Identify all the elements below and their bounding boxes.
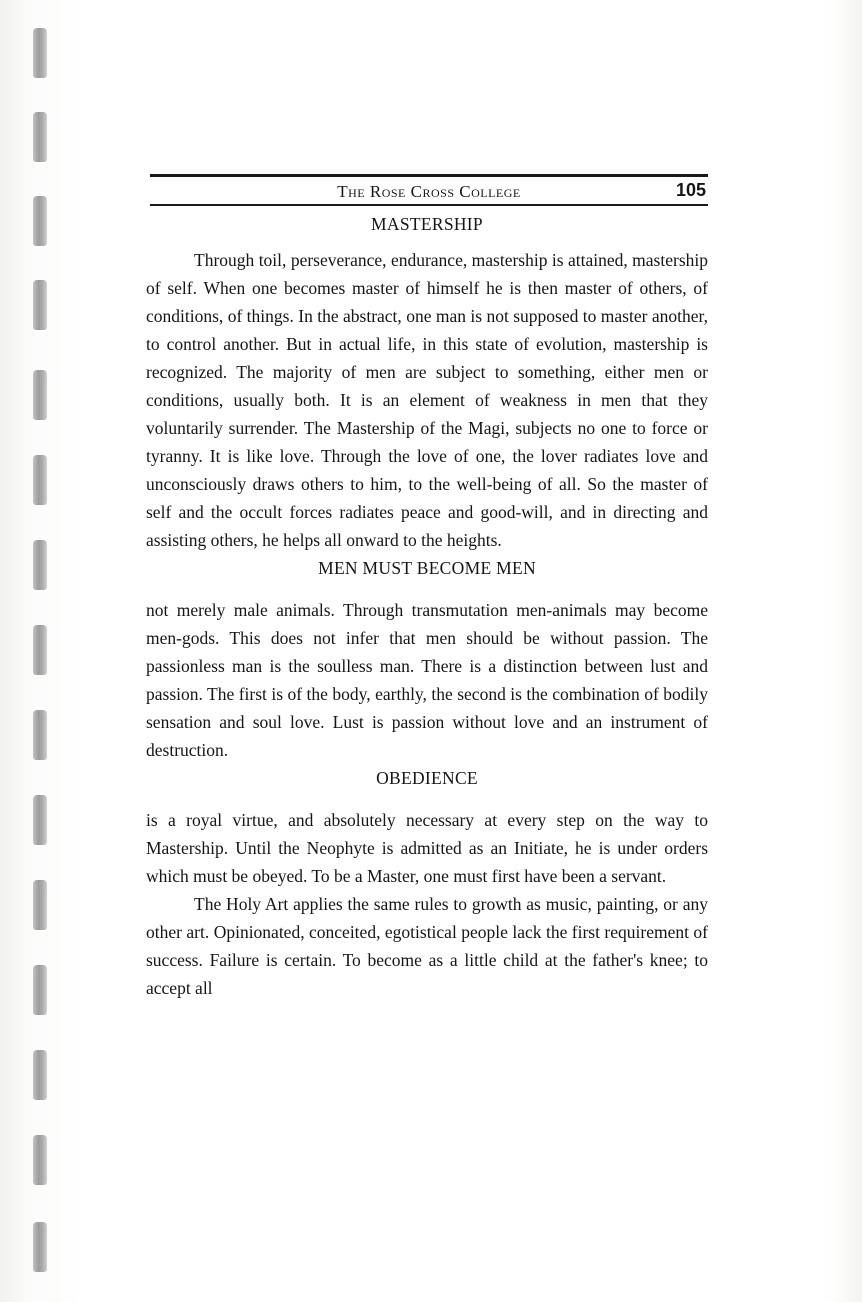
paragraph-holy-art: The Holy Art applies the same rules to growth as music, painting, or any other art. Opinionated, conceited, egotistical people lack the first requirement of success. Failure is certain. To become as a little child at the father's knee; to accept all xyxy=(146,894,708,998)
section-heading-men-must-become-men: MEN MUST BECOME MEN xyxy=(318,558,536,578)
binding-hole xyxy=(33,880,47,930)
binding-hole xyxy=(33,112,47,162)
paragraph-men-must-become-men: not merely male animals. Through transmutation men-animals may become men-gods. This does not infer that men should be without passion. The passionless man is the soulless man. There is a distinction between lust and passion. The first is of the body, earthly, the second is the combination of bodily sensation and soul love. Lust is passion without love and an instrument of destruction. xyxy=(146,600,708,760)
paragraph-obedience: is a royal virtue, and absolutely necessary at every step on the way to Mastership. Until the Neophyte is admitted as an Initiate, he is under orders which must be obeyed. To be a Master, one must first have been a servant. xyxy=(146,810,708,886)
binding-hole xyxy=(33,28,47,78)
binding-hole xyxy=(33,710,47,760)
binding-hole xyxy=(33,1222,47,1272)
section-heading-obedience: OBEDIENCE xyxy=(376,768,478,788)
binding-hole xyxy=(33,540,47,590)
page-header xyxy=(150,170,708,208)
section-heading-mastership: MASTERSHIP xyxy=(371,214,483,234)
page-number: 105 xyxy=(675,180,706,200)
binding-hole xyxy=(33,795,47,845)
binding-hole xyxy=(33,625,47,675)
header-rule-bottom xyxy=(150,204,708,206)
header-rule-top xyxy=(150,174,708,177)
binding-hole xyxy=(33,1135,47,1185)
binding-hole xyxy=(33,196,47,246)
binding-hole xyxy=(33,370,47,420)
binding-hole xyxy=(33,280,47,330)
spiral-binding xyxy=(0,0,62,1302)
binding-hole xyxy=(33,455,47,505)
running-head: The Rose Cross College xyxy=(337,182,521,201)
binding-hole xyxy=(33,1050,47,1100)
page-body xyxy=(146,210,708,1002)
binding-hole xyxy=(33,965,47,1015)
paragraph-mastership: Through toil, perseverance, endurance, mastership is attained, mastership of self. When one becomes master of himself he is then master of others, of conditions, of things. In the abstract, one man is not supposed to master another, to control another. But in actual life, in this state of evolution, mastership is recognized. The majority of men are subject to something, either men or conditions, usually both. It is an element of weakness in men that they voluntarily surrender. The Mastership of the Magi, subjects no one to force or tyranny. It is like love. Through the love of one, the lover radiates love and unconsciously draws others to him, to the well-being of all. So the master of self and the occult forces radiates peace and good-will, and in directing and assisting others, he helps all onward to the heights. xyxy=(146,250,708,550)
